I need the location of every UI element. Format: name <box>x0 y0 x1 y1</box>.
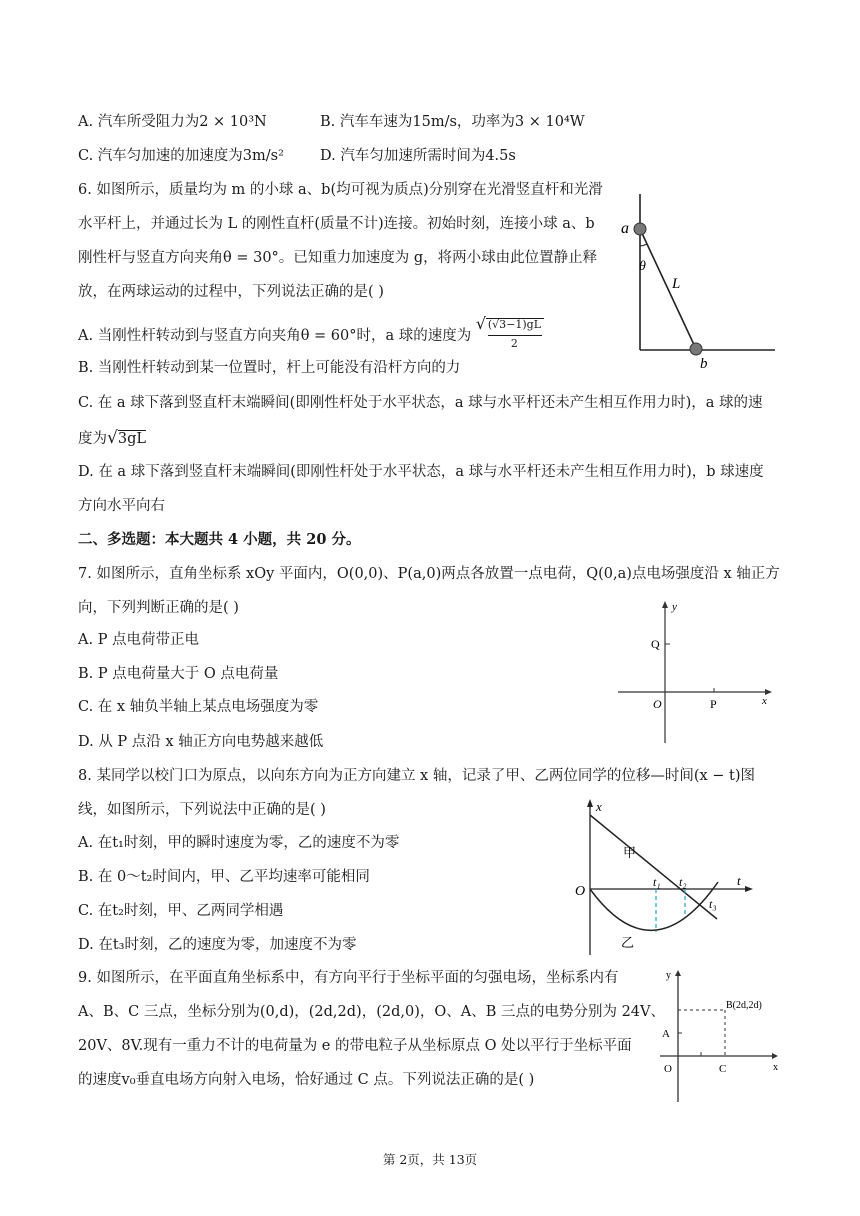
q5-option-d: D. 汽车匀加速所需时间为4.5s <box>320 148 516 164</box>
y-axis-arrow <box>675 970 681 976</box>
q6-option-a-text: A. 当刚性杆转动到与竖直方向夹角θ = 60°时，a 球的速度为 <box>78 328 472 344</box>
label-jia: 甲 <box>623 845 637 860</box>
q9-figure <box>650 966 785 1106</box>
ball-b <box>690 343 702 355</box>
q5-option-c: C. 汽车匀加速的加速度为3m/s² <box>78 148 284 164</box>
label-c: C <box>719 1063 727 1075</box>
q6-stem-line-2: 水平杆上，并通过长为 L 的刚性直杆(质量不计)连接。初始时刻，连接小球 a、b <box>78 216 595 232</box>
q8-option-d: D. 在t₃时刻，乙的速度为零，加速度不为零 <box>78 937 357 953</box>
label-o: O <box>653 697 662 711</box>
q7-option-d: D. 从 P 点沿 x 轴正方向电势越来越低 <box>78 734 324 750</box>
q8-stem-line-1: 8. 某同学以校门口为原点，以向东方向为正方向建立 x 轴，记录了甲、乙两位同学的位移—时间(x − t)图 <box>78 768 756 784</box>
section-heading: 二、多选题：本大题共 4 小题，共 20 分。 <box>78 531 361 548</box>
label-x: x <box>773 1062 778 1073</box>
label-y: y <box>672 601 677 613</box>
label-a: a <box>621 220 629 237</box>
q8-figure <box>565 795 760 957</box>
q9-stem-line-3: 20V、8V.现有一重力不计的电荷量为 e 的带电粒子从坐标原点 O 处以平行于坐标平面 <box>78 1038 632 1054</box>
q7-option-c: C. 在 x 轴负半轴上某点电场强度为零 <box>78 699 319 715</box>
label-b: B(2d,2d) <box>726 1000 762 1011</box>
q6-option-c-text: 度为 <box>78 431 107 447</box>
q6-option-a-numerator: (√3−1)gL <box>487 318 542 331</box>
q8-option-a: A. 在t₁时刻，甲的瞬时速度为零，乙的速度不为零 <box>78 835 400 851</box>
line-jia <box>590 815 717 919</box>
q7-option-b: B. P 点电荷量大于 O 点电荷量 <box>78 666 279 682</box>
q9-stem-line-1: 9. 如图所示，在平面直角坐标系中，有方向平行于坐标平面的匀强电场，坐标系内有 <box>78 970 619 986</box>
q7-stem-line-1: 7. 如图所示，直角坐标系 xOy 平面内，O(0,0)、P(a,0)两点各放置一点电荷，Q(0,a)点电场强度沿 x 轴正方 <box>78 566 780 582</box>
label-a: A <box>662 1028 670 1040</box>
label-o: O <box>575 884 586 899</box>
x-axis-arrow <box>772 1053 778 1059</box>
label-x: x <box>596 799 602 814</box>
q6-option-c-line-2 <box>78 428 146 449</box>
label-y: y <box>666 970 671 981</box>
angle-arc <box>640 244 647 246</box>
q6-option-d-line-1: D. 在 a 球下落到竖直杆末端瞬间(即刚性杆处于水平状态，a 球与水平杆还未产生相互作用力时)，b 球速度 <box>78 464 764 480</box>
label-b: b <box>700 356 708 372</box>
x-axis-arrow <box>587 799 593 807</box>
q6-stem-line-4: 放，在两球运动的过程中，下列说法正确的是( ) <box>78 284 384 300</box>
y-axis-arrow <box>662 601 668 608</box>
label-l: L <box>672 276 681 292</box>
q7-figure <box>610 598 780 748</box>
q6-option-d-line-2: 方向水平向右 <box>78 498 165 514</box>
label-o: O <box>664 1063 672 1075</box>
q5-option-a: A. 汽车所受阻力为2 × 10³N <box>78 114 267 130</box>
label-yi: 乙 <box>621 935 635 950</box>
label-x: x <box>762 695 767 707</box>
q6-option-b: B. 当刚性杆转动到某一位置时，杆上可能没有沿杆方向的力 <box>78 360 461 376</box>
q6-stem-line-1: 6. 如图所示，质量均为 m 的小球 a、b(均可视为质点)分别穿在光滑竖直杆和光滑 <box>78 182 603 198</box>
q9-stem-line-4: 的速度v₀垂直电场方向射入电场，恰好通过 C 点。下列说法正确的是( ) <box>78 1072 535 1088</box>
label-t: t <box>737 873 741 888</box>
label-q: Q <box>651 637 660 651</box>
label-t3: t₃ <box>709 897 717 911</box>
q6-option-c-radicand: 3gL <box>117 431 146 447</box>
q6-option-c-line-1: C. 在 a 球下落到竖直杆末端瞬间(即刚性杆处于水平状态，a 球与水平杆还未产生相互作用力时)，a 球的速 <box>78 395 763 411</box>
q6-option-a-denominator: 2 <box>510 337 518 350</box>
q8-option-c: C. 在t₂时刻，甲、乙两同学相遇 <box>78 903 284 919</box>
q6-option-a <box>78 314 546 354</box>
q9-stem-line-2: A、B、C 三点，坐标分别为(0,d)，(2d,2d)，(2d,0)，O、A、B 三点的电势分别为 24V、 <box>78 1004 666 1020</box>
ball-a <box>634 223 646 235</box>
q6-option-a-formula: √ (√3−1)gL 2 <box>476 318 546 354</box>
page-footer: 第 2页，共 13页 <box>382 1152 478 1167</box>
q8-stem-line-2: 线，如图所示，下列说法中正确的是( ) <box>78 802 326 818</box>
label-p: P <box>710 697 717 711</box>
q7-stem-line-2: 向，下列判断正确的是( ) <box>78 600 239 616</box>
label-theta: θ <box>639 259 646 274</box>
sqrt-sign: √ <box>107 428 118 448</box>
label-t2: t₂ <box>679 875 687 889</box>
rigid-rod-l <box>640 229 696 349</box>
q6-stem-line-3: 刚性杆与竖直方向夹角θ = 30°。已知重力加速度为 g，将两小球由此位置静止释 <box>78 250 598 266</box>
q5-option-b: B. 汽车车速为15m/s，功率为3 × 10⁴W <box>320 114 585 130</box>
q6-figure <box>615 188 785 378</box>
t-axis-arrow <box>745 886 753 892</box>
label-t1: t₁ <box>653 875 661 889</box>
q8-option-b: B. 在 0～t₂时间内，甲、乙平均速率可能相同 <box>78 869 370 885</box>
q7-option-a: A. P 点电荷带正电 <box>78 632 200 648</box>
